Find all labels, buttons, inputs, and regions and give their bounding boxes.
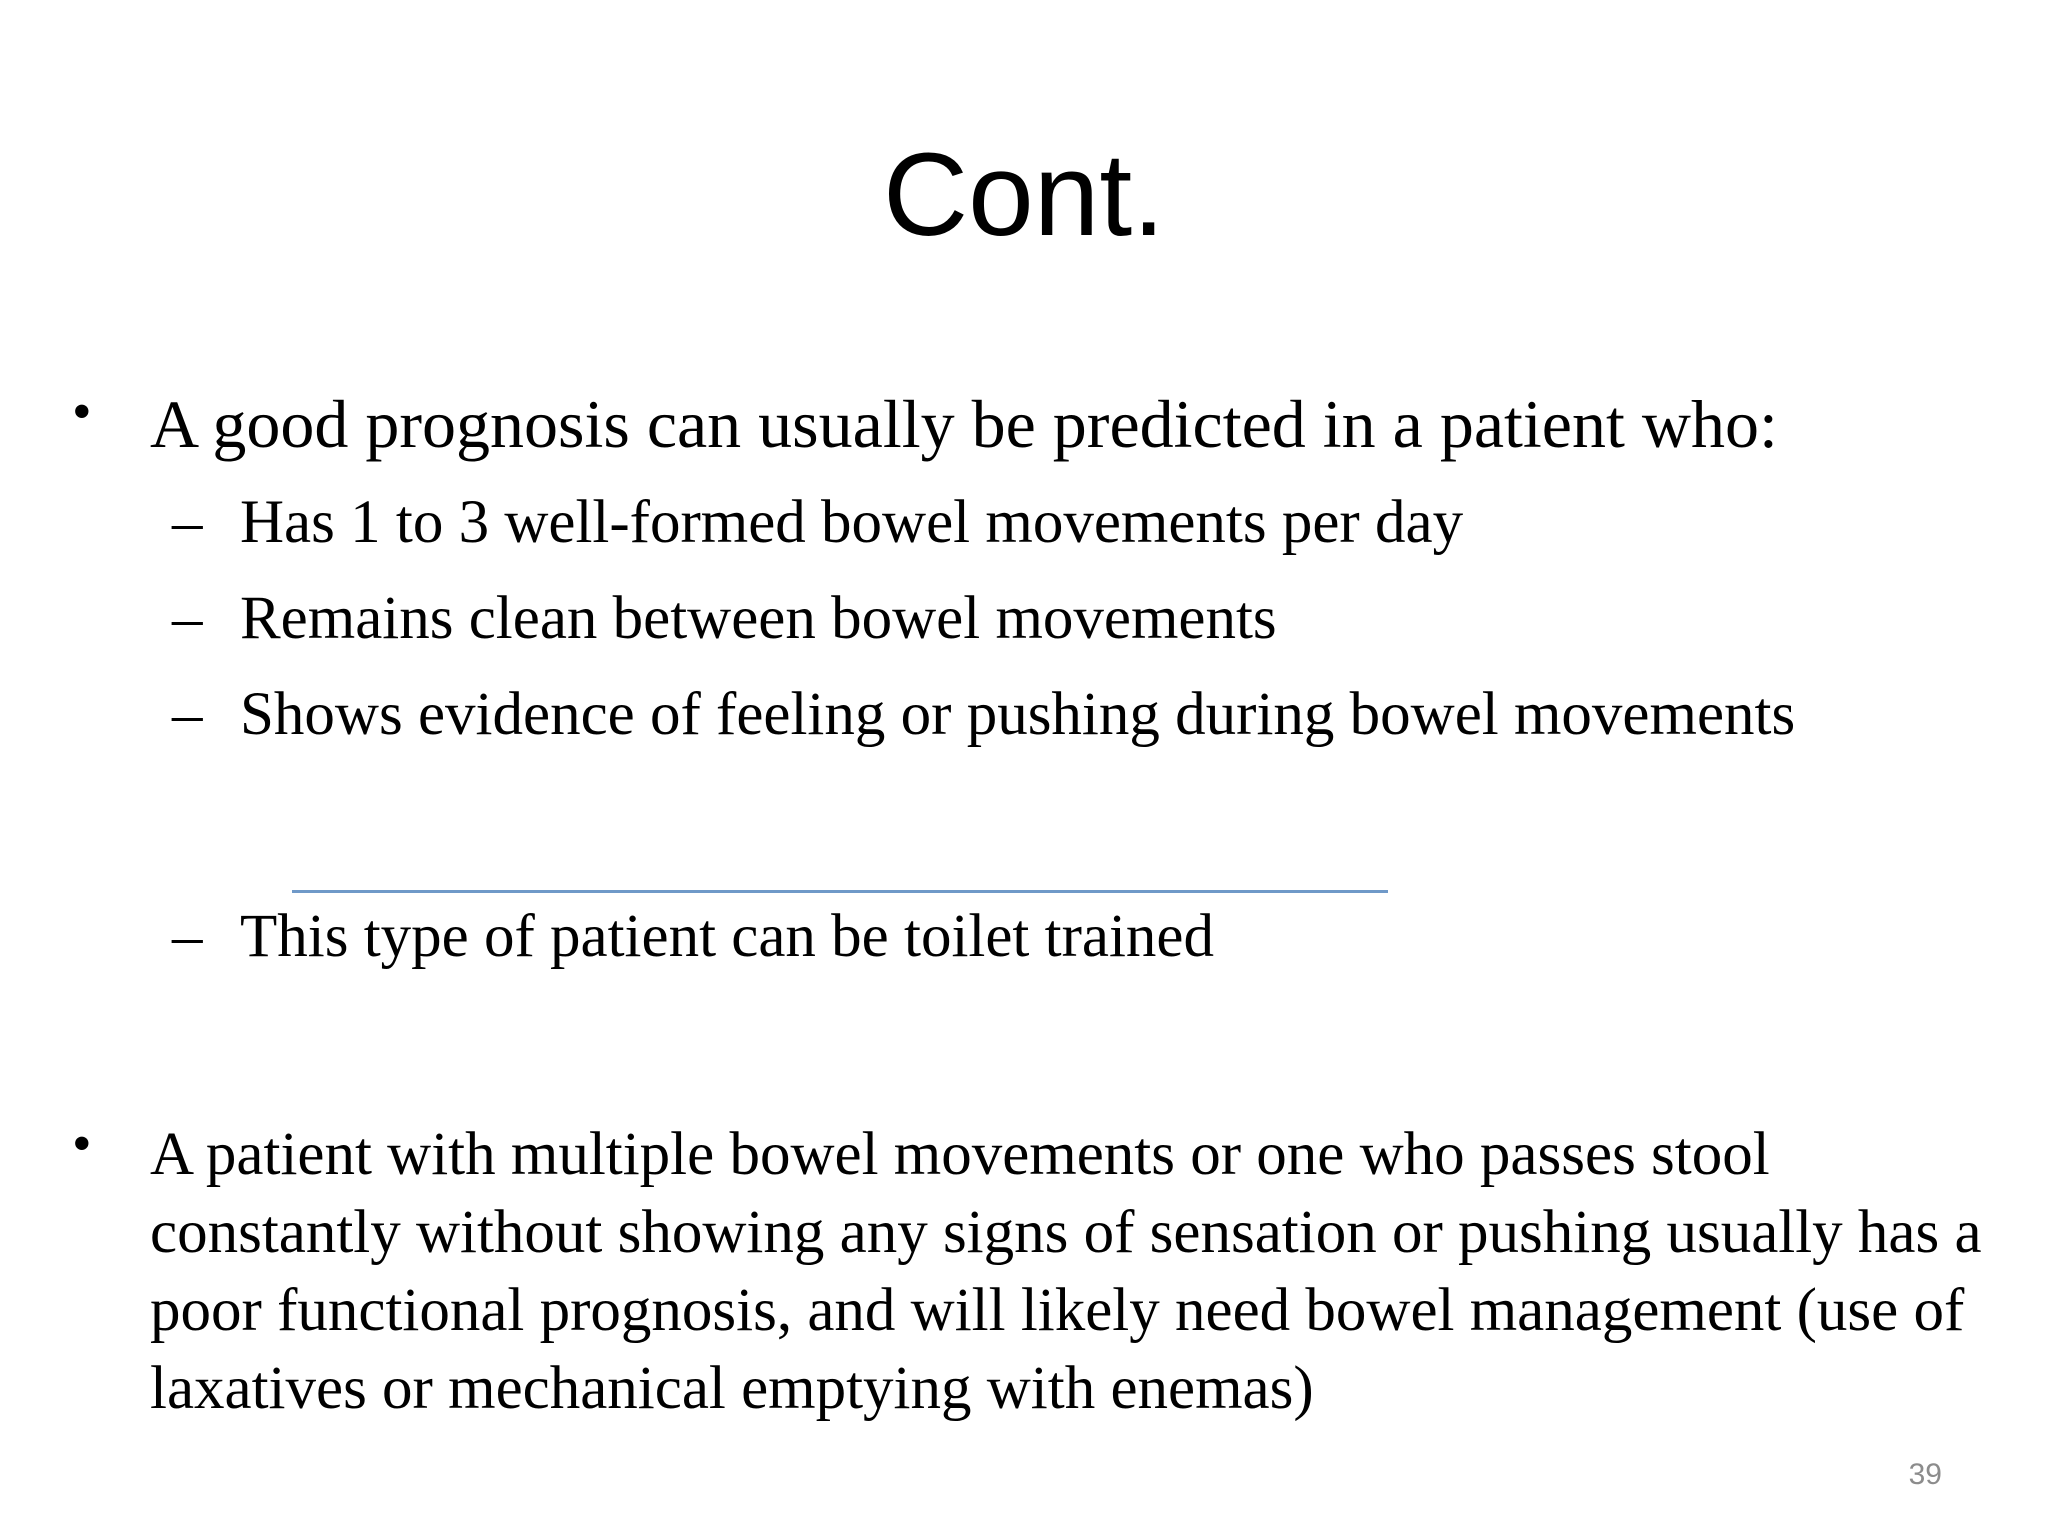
bullet-text: A good prognosis can usually be predicted in a patient who: [150, 386, 1778, 462]
bullet-icon: • [72, 381, 92, 443]
sub-item-shows-evidence [172, 676, 1795, 754]
dash-icon: – [172, 681, 203, 748]
bullet-item-good-prognosis [72, 381, 1778, 464]
bullet-item-poor-prognosis [72, 1113, 2030, 1428]
dash-icon: – [172, 585, 203, 652]
sub-item-bowel-movements-per-day [172, 484, 1463, 562]
sub-item-text: Has 1 to 3 well-formed bowel movements per day [240, 489, 1464, 556]
dash-icon: – [172, 489, 203, 556]
bullet-icon: • [72, 1113, 92, 1175]
page-number: 39 [1908, 1458, 1942, 1491]
divider-line [292, 890, 1388, 893]
sub-item-text: This type of patient can be toilet trained [240, 903, 1214, 970]
sub-item-text: Remains clean between bowel movements [240, 585, 1277, 652]
dash-icon: – [172, 903, 203, 970]
sub-item-text: Shows evidence of feeling or pushing during bowel movements [240, 681, 1796, 748]
slide-title: Cont. [882, 129, 1166, 261]
bullet-text: A patient with multiple bowel movements or one who passes stool constantly without showing any signs of sensation or pushing usually has a poor functional prognosis, and will likely need bowel management (use of laxatives or mechanical emptying with enemas) [150, 1121, 1982, 1422]
sub-item-remains-clean [172, 580, 1277, 658]
sub-item-toilet-trained [172, 898, 1214, 976]
